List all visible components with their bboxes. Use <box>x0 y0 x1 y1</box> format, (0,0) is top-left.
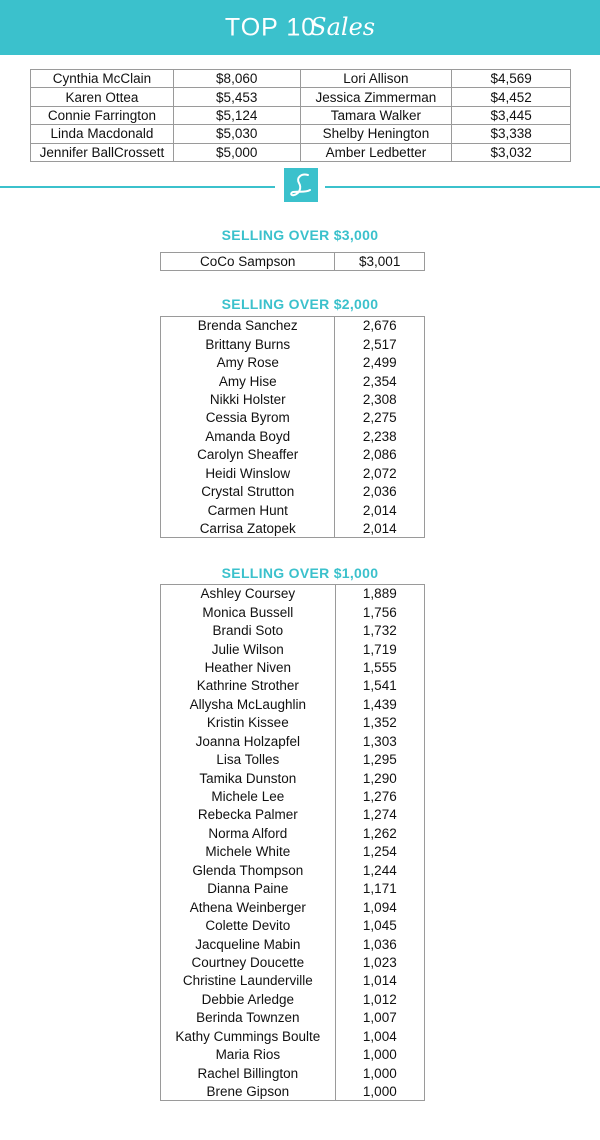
table-row <box>161 824 425 842</box>
seller-name-cell: Tamara Walker <box>300 106 452 124</box>
table-row <box>161 501 425 519</box>
sales-value-cell: 1,276 <box>335 787 424 805</box>
table-over-2000 <box>160 316 425 538</box>
section-heading-over-2000: SELLING OVER $2,000 <box>221 296 379 312</box>
page-title <box>0 0 600 55</box>
table-row <box>161 446 425 464</box>
table-row <box>161 677 425 695</box>
seller-name-cell: Debbie Arledge <box>161 990 336 1008</box>
table-row <box>31 88 571 106</box>
table-row <box>161 464 425 482</box>
sales-value-cell: $3,338 <box>452 125 571 143</box>
seller-name-cell: Amy Hise <box>161 372 335 390</box>
script-s-logo-icon <box>284 168 318 202</box>
seller-name-cell: Nikki Holster <box>161 390 335 408</box>
title-top-text: TOP 10 <box>224 13 317 42</box>
sales-value-cell: 2,072 <box>335 464 425 482</box>
table-row <box>161 482 425 500</box>
table-row <box>161 1009 425 1027</box>
sales-value-cell: $4,452 <box>452 88 571 106</box>
table-row <box>161 806 425 824</box>
seller-name-cell: Berinda Townzen <box>161 1009 336 1027</box>
table-row <box>161 972 425 990</box>
sales-value-cell: 2,014 <box>335 519 425 537</box>
seller-name-cell: Connie Farrington <box>31 106 174 124</box>
sales-value-cell: 2,275 <box>335 409 425 427</box>
table-row <box>161 390 425 408</box>
table-row <box>161 335 425 353</box>
divider-line-right <box>325 186 600 188</box>
sales-value-cell: 1,244 <box>335 861 424 879</box>
top-10-table <box>30 69 571 162</box>
table-over-1000 <box>160 584 425 1101</box>
table-row <box>161 750 425 768</box>
sales-value-cell: $5,124 <box>173 106 300 124</box>
seller-name-cell: Cynthia McClain <box>31 70 174 88</box>
seller-name-cell: Carrisa Zatopek <box>161 519 335 537</box>
seller-name-cell: Athena Weinberger <box>161 898 336 916</box>
seller-name-cell: Michele Lee <box>161 787 336 805</box>
seller-name-cell: Allysha McLaughlin <box>161 695 336 713</box>
table-row <box>161 317 425 335</box>
sales-value-cell: $5,453 <box>173 88 300 106</box>
seller-name-cell: Courtney Doucette <box>161 953 336 971</box>
seller-name-cell: Dianna Paine <box>161 880 336 898</box>
sales-value-cell: 1,732 <box>335 621 424 639</box>
sales-value-cell: 1,014 <box>335 972 424 990</box>
sales-value-cell: 1,756 <box>335 603 424 621</box>
table-row <box>161 621 425 639</box>
table-row <box>161 732 425 750</box>
sales-value-cell: $5,000 <box>173 143 300 161</box>
seller-name-cell: Lisa Tolles <box>161 750 336 768</box>
table-row <box>161 1064 425 1082</box>
sales-value-cell: 2,308 <box>335 390 425 408</box>
seller-name-cell: Heather Niven <box>161 658 336 676</box>
divider-line-left <box>0 186 275 188</box>
sales-value-cell: $5,030 <box>173 125 300 143</box>
table-row <box>161 990 425 1008</box>
table-row <box>161 585 425 603</box>
table-row <box>161 427 425 445</box>
table-row <box>161 253 425 271</box>
sales-value-cell: $4,569 <box>452 70 571 88</box>
seller-name-cell: Karen Ottea <box>31 88 174 106</box>
sales-value-cell: 2,036 <box>335 482 425 500</box>
seller-name-cell: Kristin Kissee <box>161 714 336 732</box>
seller-name-cell: Kathy Cummings Boulte <box>161 1027 336 1045</box>
seller-name-cell: Maria Rios <box>161 1045 336 1063</box>
sales-value-cell: $3,001 <box>335 253 425 271</box>
seller-name-cell: Brittany Burns <box>161 335 335 353</box>
table-row <box>161 935 425 953</box>
section-heading-over-3000: SELLING OVER $3,000 <box>221 227 379 243</box>
table-row <box>161 372 425 390</box>
sales-value-cell: 1,004 <box>335 1027 424 1045</box>
table-row <box>161 916 425 934</box>
seller-name-cell: Colette Devito <box>161 916 336 934</box>
seller-name-cell: Jacqueline Mabin <box>161 935 336 953</box>
seller-name-cell: Glenda Thompson <box>161 861 336 879</box>
sales-value-cell: 2,517 <box>335 335 425 353</box>
seller-name-cell: Shelby Henington <box>300 125 452 143</box>
seller-name-cell: Rebecka Palmer <box>161 806 336 824</box>
sales-value-cell: 1,254 <box>335 843 424 861</box>
section-heading-over-1000: SELLING OVER $1,000 <box>221 565 379 581</box>
table-row <box>161 695 425 713</box>
seller-name-cell: Carmen Hunt <box>161 501 335 519</box>
sales-value-cell: 1,171 <box>335 880 424 898</box>
sales-value-cell: 1,000 <box>335 1064 424 1082</box>
table-row <box>161 658 425 676</box>
table-row <box>161 353 425 371</box>
table-row <box>161 519 425 537</box>
table-row <box>161 769 425 787</box>
seller-name-cell: Linda Macdonald <box>31 125 174 143</box>
sales-value-cell: 1,555 <box>335 658 424 676</box>
sales-value-cell: 1,036 <box>335 935 424 953</box>
seller-name-cell: CoCo Sampson <box>161 253 335 271</box>
seller-name-cell: Cessia Byrom <box>161 409 335 427</box>
sales-value-cell: 2,086 <box>335 446 425 464</box>
table-row <box>31 106 571 124</box>
sales-value-cell: 2,238 <box>335 427 425 445</box>
sales-value-cell: 1,007 <box>335 1009 424 1027</box>
seller-name-cell: Jennifer BallCrossett <box>31 143 174 161</box>
seller-name-cell: Michele White <box>161 843 336 861</box>
seller-name-cell: Heidi Winslow <box>161 464 335 482</box>
sales-value-cell: 1,274 <box>335 806 424 824</box>
seller-name-cell: Lori Allison <box>300 70 452 88</box>
seller-name-cell: Christine Launderville <box>161 972 336 990</box>
sales-value-cell: 1,352 <box>335 714 424 732</box>
seller-name-cell: Rachel Billington <box>161 1064 336 1082</box>
table-row <box>161 603 425 621</box>
seller-name-cell: Tamika Dunston <box>161 769 336 787</box>
seller-name-cell: Amber Ledbetter <box>300 143 452 161</box>
seller-name-cell: Crystal Strutton <box>161 482 335 500</box>
seller-name-cell: Brene Gipson <box>161 1082 336 1100</box>
sales-value-cell: $3,032 <box>452 143 571 161</box>
table-row <box>31 70 571 88</box>
table-row <box>161 1027 425 1045</box>
sales-value-cell: 2,499 <box>335 353 425 371</box>
sales-value-cell: 1,023 <box>335 953 424 971</box>
table-row <box>161 1082 425 1100</box>
table-row <box>161 880 425 898</box>
sales-value-cell: 2,354 <box>335 372 425 390</box>
sales-value-cell: 1,000 <box>335 1045 424 1063</box>
sales-value-cell: 1,303 <box>335 732 424 750</box>
seller-name-cell: Jessica Zimmerman <box>300 88 452 106</box>
table-row <box>161 953 425 971</box>
table-row <box>31 143 571 161</box>
sales-value-cell: 2,014 <box>335 501 425 519</box>
table-row <box>161 861 425 879</box>
sales-value-cell: 1,439 <box>335 695 424 713</box>
seller-name-cell: Monica Bussell <box>161 603 336 621</box>
table-row <box>161 898 425 916</box>
sales-value-cell: 1,541 <box>335 677 424 695</box>
title-script-text: Sales <box>310 13 376 42</box>
table-row <box>161 787 425 805</box>
seller-name-cell: Brandi Soto <box>161 621 336 639</box>
sales-value-cell: 1,000 <box>335 1082 424 1100</box>
seller-name-cell: Carolyn Sheaffer <box>161 446 335 464</box>
seller-name-cell: Joanna Holzapfel <box>161 732 336 750</box>
table-row <box>161 714 425 732</box>
table-row <box>161 843 425 861</box>
sales-value-cell: 1,262 <box>335 824 424 842</box>
seller-name-cell: Julie Wilson <box>161 640 336 658</box>
seller-name-cell: Brenda Sanchez <box>161 317 335 335</box>
seller-name-cell: Kathrine Strother <box>161 677 336 695</box>
table-row <box>161 409 425 427</box>
sales-value-cell: 1,012 <box>335 990 424 1008</box>
sales-value-cell: $3,445 <box>452 106 571 124</box>
sales-value-cell: 1,889 <box>335 585 424 603</box>
sales-value-cell: 1,719 <box>335 640 424 658</box>
table-row <box>161 1045 425 1063</box>
sales-value-cell: $8,060 <box>173 70 300 88</box>
sales-value-cell: 1,045 <box>335 916 424 934</box>
seller-name-cell: Amy Rose <box>161 353 335 371</box>
seller-name-cell: Ashley Coursey <box>161 585 336 603</box>
table-over-3000 <box>160 252 425 271</box>
sales-value-cell: 1,295 <box>335 750 424 768</box>
sales-value-cell: 2,676 <box>335 317 425 335</box>
table-row <box>31 125 571 143</box>
seller-name-cell: Amanda Boyd <box>161 427 335 445</box>
sales-value-cell: 1,094 <box>335 898 424 916</box>
sales-value-cell: 1,290 <box>335 769 424 787</box>
seller-name-cell: Norma Alford <box>161 824 336 842</box>
table-row <box>161 640 425 658</box>
